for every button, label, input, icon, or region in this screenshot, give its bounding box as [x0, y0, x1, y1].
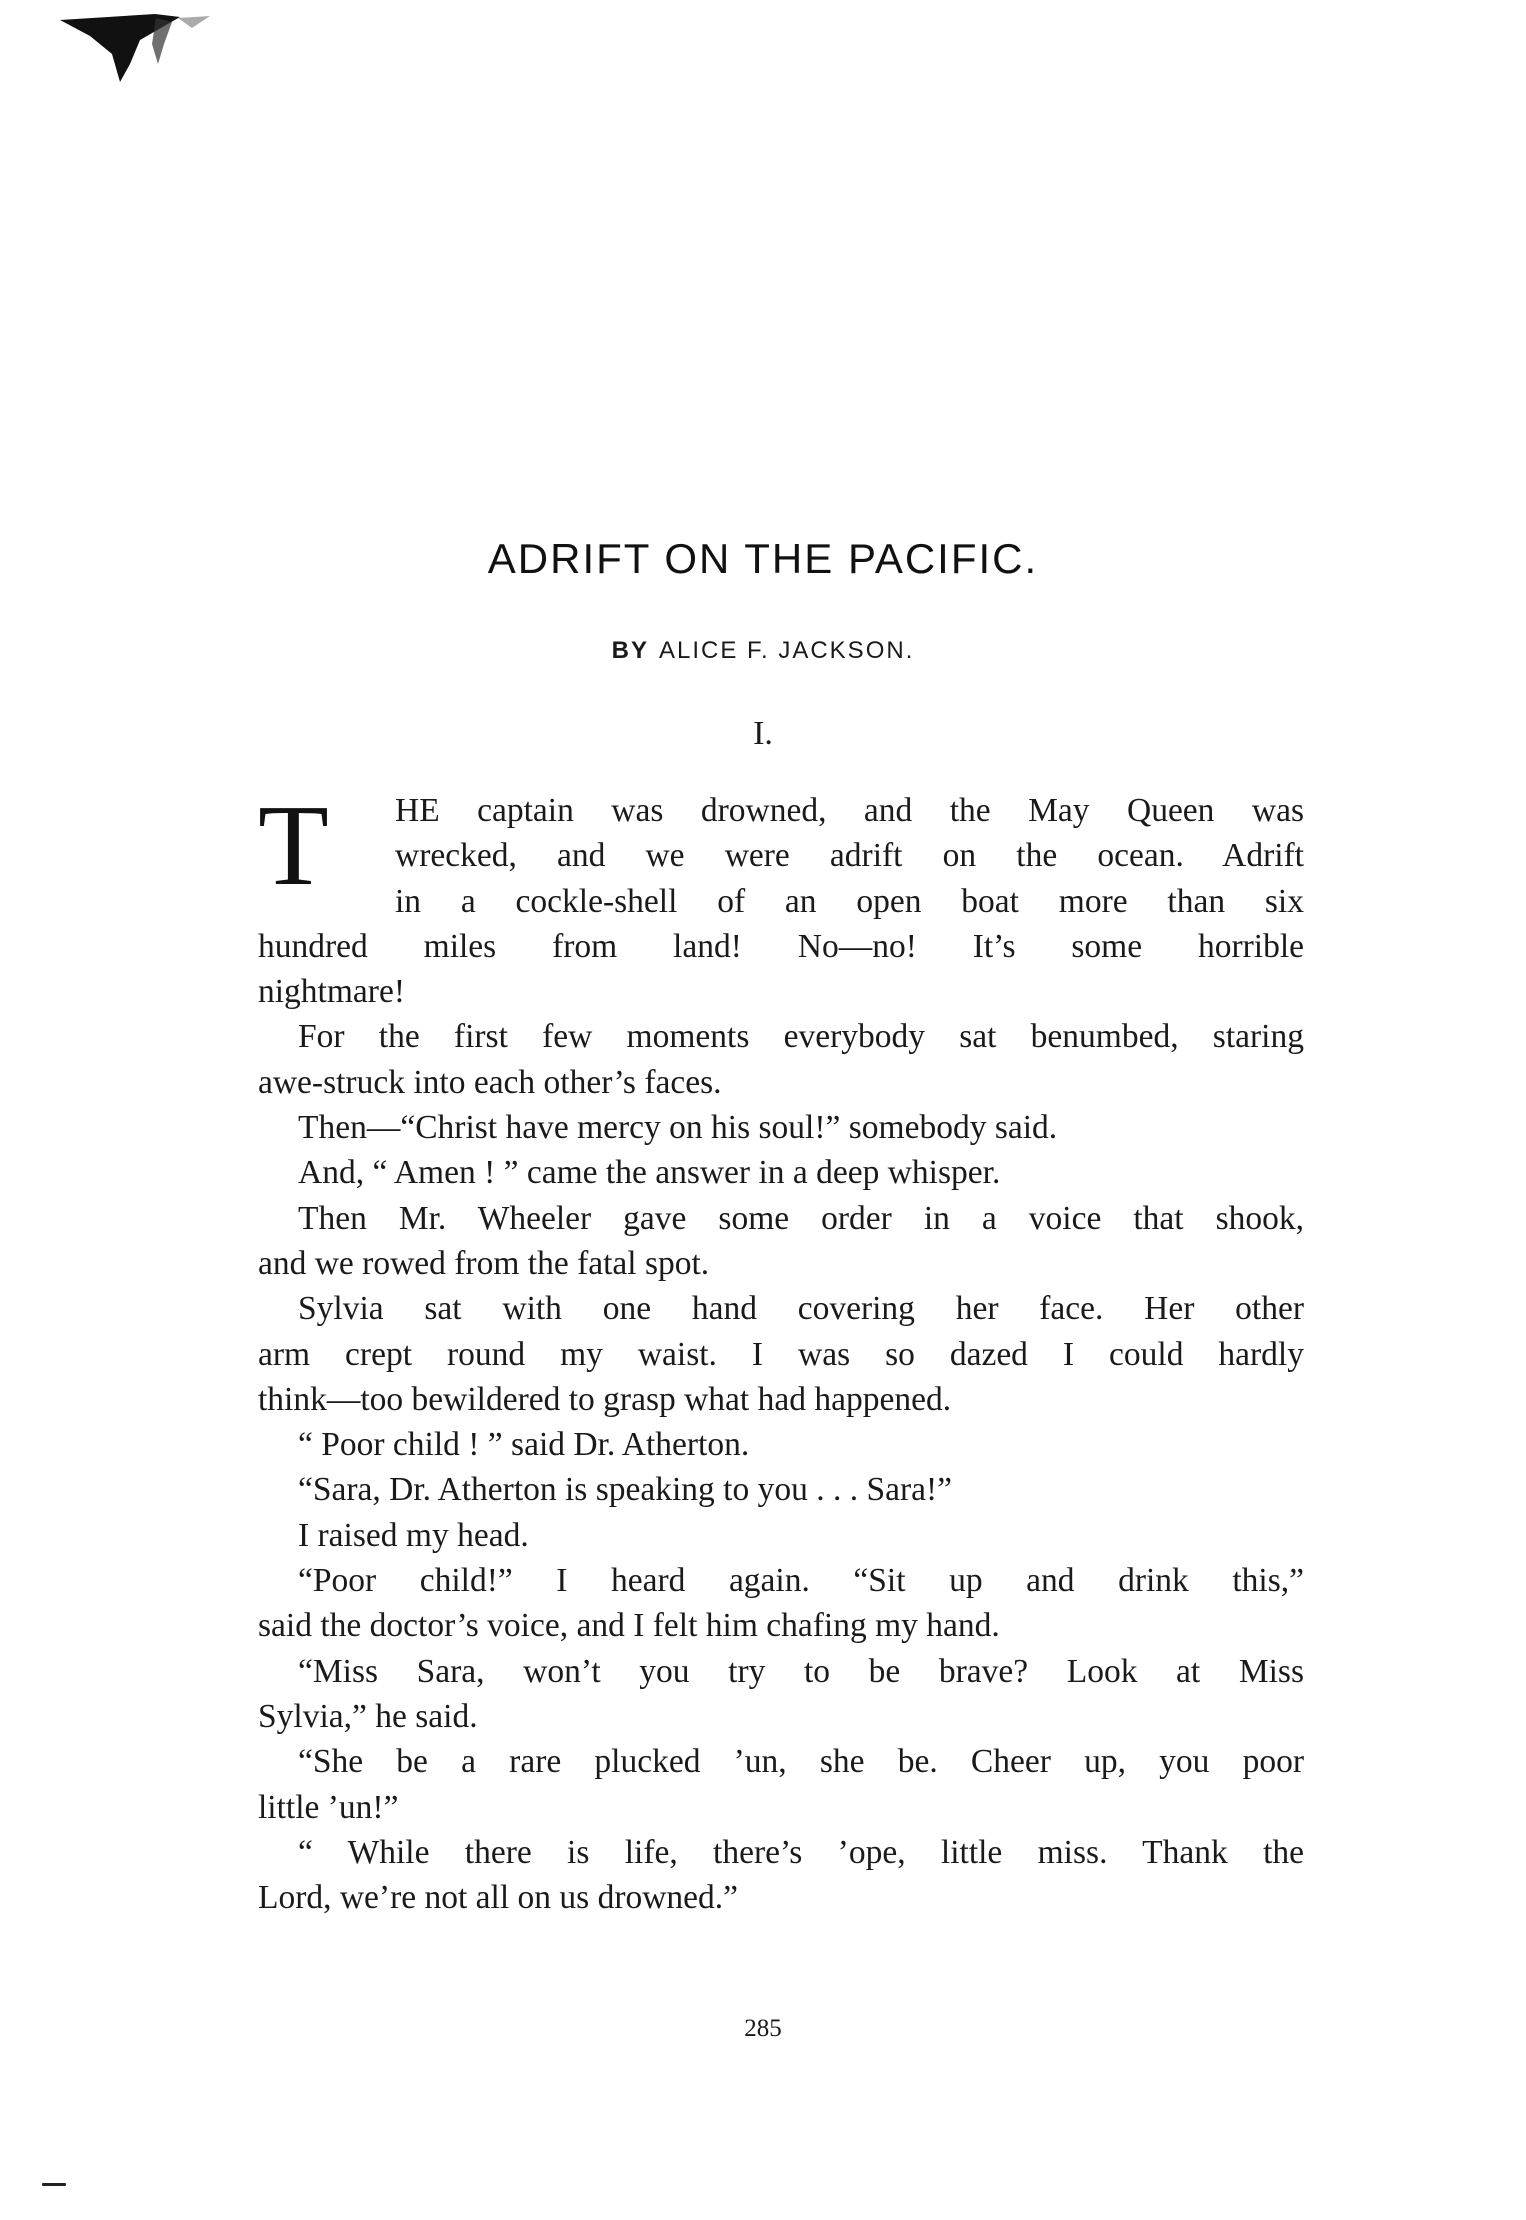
byline-by: BY: [611, 637, 649, 664]
ink-smudge-mark: [60, 14, 220, 84]
text-line: I raised my head.: [298, 1516, 529, 1554]
text-line: Then Mr. Wheeler gave some order in a voice that shook,: [298, 1199, 1304, 1237]
text-line: and we rowed from the fatal spot.: [258, 1244, 710, 1282]
text-line: “ Poor child ! ” said Dr. Atherton.: [298, 1426, 750, 1464]
text-line: nightmare!: [258, 973, 405, 1011]
text-line: And, “ Amen ! ” came the answer in a deep whisper.: [298, 1154, 1001, 1192]
text-line: “Miss Sara, won’t you try to be brave? Look at Miss: [298, 1652, 1304, 1690]
article-title: ADRIFT ON THE PACIFIC.: [487, 535, 1039, 582]
text-line: “Sara, Dr. Atherton is speaking to you . . . Sara!”: [298, 1471, 953, 1509]
text-line: For the first few moments everybody sat benumbed, staring: [298, 1018, 1304, 1056]
margin-mark: [42, 2183, 66, 2186]
text-line: Sylvia,” he said.: [258, 1697, 478, 1735]
text-line: said the doctor’s voice, and I felt him chafing my hand.: [258, 1607, 1000, 1645]
page-number: 285: [744, 2015, 782, 2042]
body-text: [258, 782, 1304, 1920]
byline: [0, 637, 1526, 665]
text-line: awe-struck into each other’s faces.: [258, 1063, 722, 1101]
text-line: in a cockle-shell of an open boat more than six: [395, 882, 1304, 920]
text-line: Then—“Christ have mercy on his soul!” somebody said.: [298, 1109, 1058, 1147]
drop-cap: T: [258, 782, 329, 910]
text-line: arm crept round my waist. I was so dazed I could hardly: [258, 1335, 1304, 1373]
text-line: little ’un!”: [258, 1788, 399, 1826]
text-line: “She be a rare plucked ’un, she be. Cheer up, you poor: [298, 1743, 1304, 1781]
text-line: Lord, we’re not all on us drowned.”: [258, 1879, 739, 1917]
section-number: I.: [753, 715, 773, 752]
text-line: think—too bewildered to grasp what had happened.: [258, 1380, 952, 1418]
text-line: hundred miles from land! No—no! It’s some horrible: [258, 927, 1304, 965]
text-line: HE captain was drowned, and the May Queen was: [395, 792, 1304, 829]
text-line: “Poor child!” I heard again. “Sit up and drink this,”: [298, 1562, 1304, 1600]
text-line: wrecked, and we were adrift on the ocean. Adrift: [395, 837, 1304, 875]
text-line: “ While there is life, there’s ’ope, little miss. Thank the: [298, 1833, 1304, 1871]
text-line: Sylvia sat with one hand covering her face. Her other: [298, 1290, 1304, 1328]
author-name: ALICE F. JACKSON.: [658, 637, 915, 664]
